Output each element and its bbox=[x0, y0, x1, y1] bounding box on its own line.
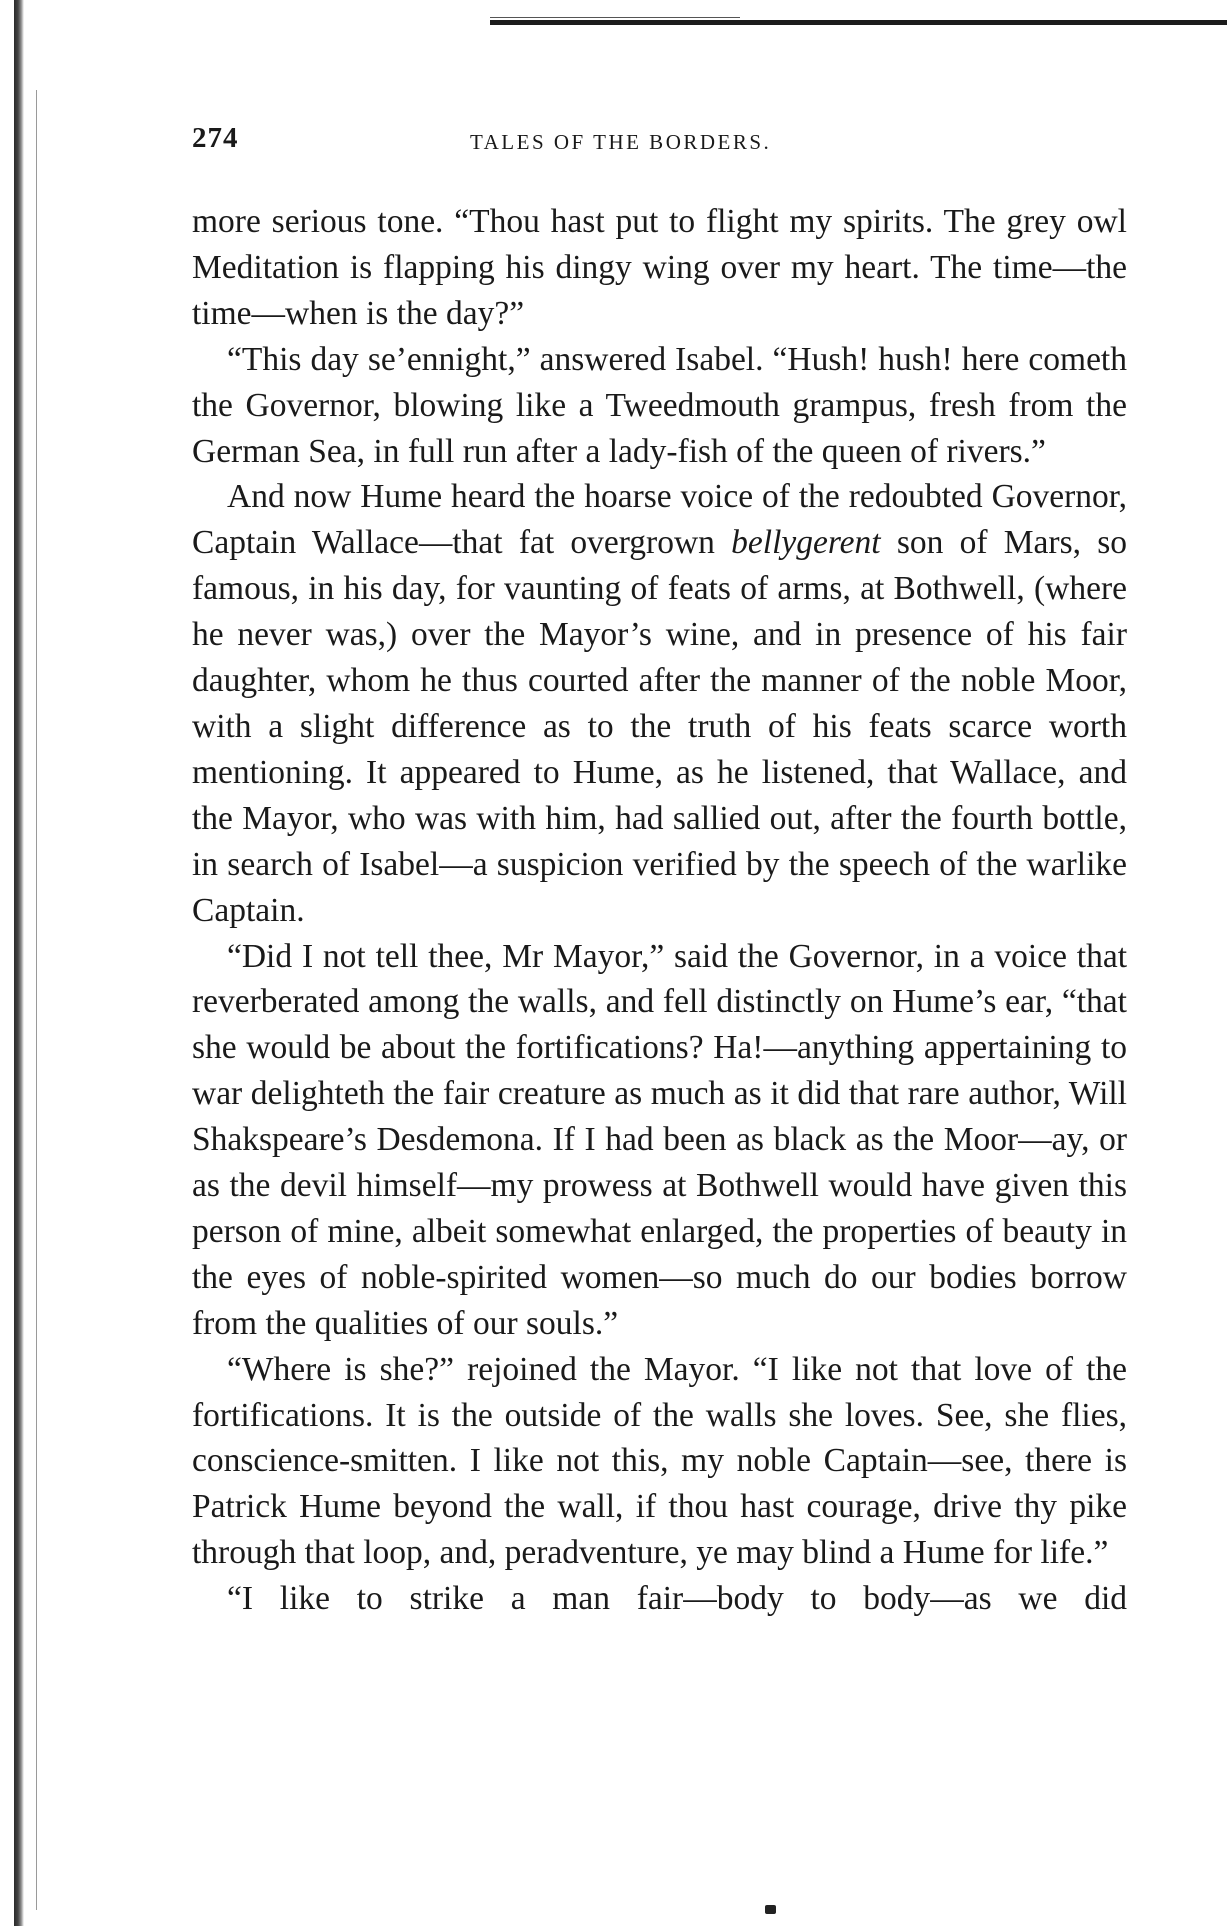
italic-word: bellygerent bbox=[731, 524, 881, 562]
paragraph-6-text: “I like to strike a man fair—body to body—as we did bbox=[227, 1580, 1127, 1618]
bottom-ink-mark bbox=[765, 1905, 776, 1914]
paragraph-1-text: more serious tone. “Thou hast put to flight my spirits. The grey owl Meditation is flapping his dingy wing over my heart. The time—the time—when is the day?” bbox=[192, 203, 1127, 332]
running-head bbox=[192, 122, 1132, 162]
page-margin-line bbox=[36, 90, 37, 1910]
page-binding-edge bbox=[14, 0, 24, 1926]
top-thin-rule bbox=[490, 17, 740, 18]
body-text bbox=[192, 199, 1127, 1622]
paragraph-3-text-continued: son of Mars, so famous, in his day, for vaunting of feats of arms, at Bothwell, (where he never was,) over the Mayor’s wine, and in presence of his fair daughter, whom he thus courted after the manner of the noble Moor, with a slight difference as to the truth of his feats scarce worth mentioning. It appeared to Hume, as he listened, that Wallace, and the Mayor, who was with him, had sallied out, after the fourth bottle, in search of Isabel—a suspicion verified by the speech of the warlike Captain. bbox=[192, 524, 1128, 929]
page-number: 274 bbox=[192, 122, 239, 154]
top-rule bbox=[490, 20, 1227, 25]
paragraph-5-text: “Where is she?” rejoined the Mayor. “I like not that love of the fortifications. It is the outside of the walls she loves. See, she flies, conscience-smitten. I like not this, my noble Captain—see, there is Patrick Hume beyond the wall, if thou hast courage, drive thy pike through that loop, and, peradventure, ye may blind a Hume for life.” bbox=[192, 1350, 1127, 1572]
running-title: TALES OF THE BORDERS. bbox=[470, 130, 772, 154]
paragraph-3-text: And now Hume heard the hoarse voice of the redoubted Governor, Captain Wallace—that fat overgrown bbox=[192, 478, 1127, 562]
paragraph-5 bbox=[192, 1347, 1127, 1577]
paragraph-2-text: “This day se’ennight,” answered Isabel. “Hush! hush! here cometh the Governor, blowing like a Tweedmouth grampus, fresh from the German Sea, in full run after a lady-fish of the queen of rivers.” bbox=[192, 340, 1127, 470]
paragraph-6 bbox=[192, 1576, 1127, 1622]
paragraph-4 bbox=[192, 934, 1127, 1347]
paragraph-1 bbox=[192, 199, 1127, 337]
paragraph-3 bbox=[192, 474, 1127, 933]
paragraph-4-text: “Did I not tell thee, Mr Mayor,” said the Governor, in a voice that reverberated among the walls, and fell distinctly on Hume’s ear, “that she would be about the fortifications? Ha!—anything appertaining to war delighteth the fair creature as much as it did that rare author, Will Shakspeare’s Desdemona. If I had been as black as the Moor—ay, or as the devil himself—my prowess at Bothwell would have given this person of mine, albeit somewhat enlarged, the properties of beauty in the eyes of noble-spirited women—so much do our bodies borrow from the qualities of our souls.” bbox=[192, 937, 1127, 1342]
paragraph-2 bbox=[192, 337, 1127, 475]
